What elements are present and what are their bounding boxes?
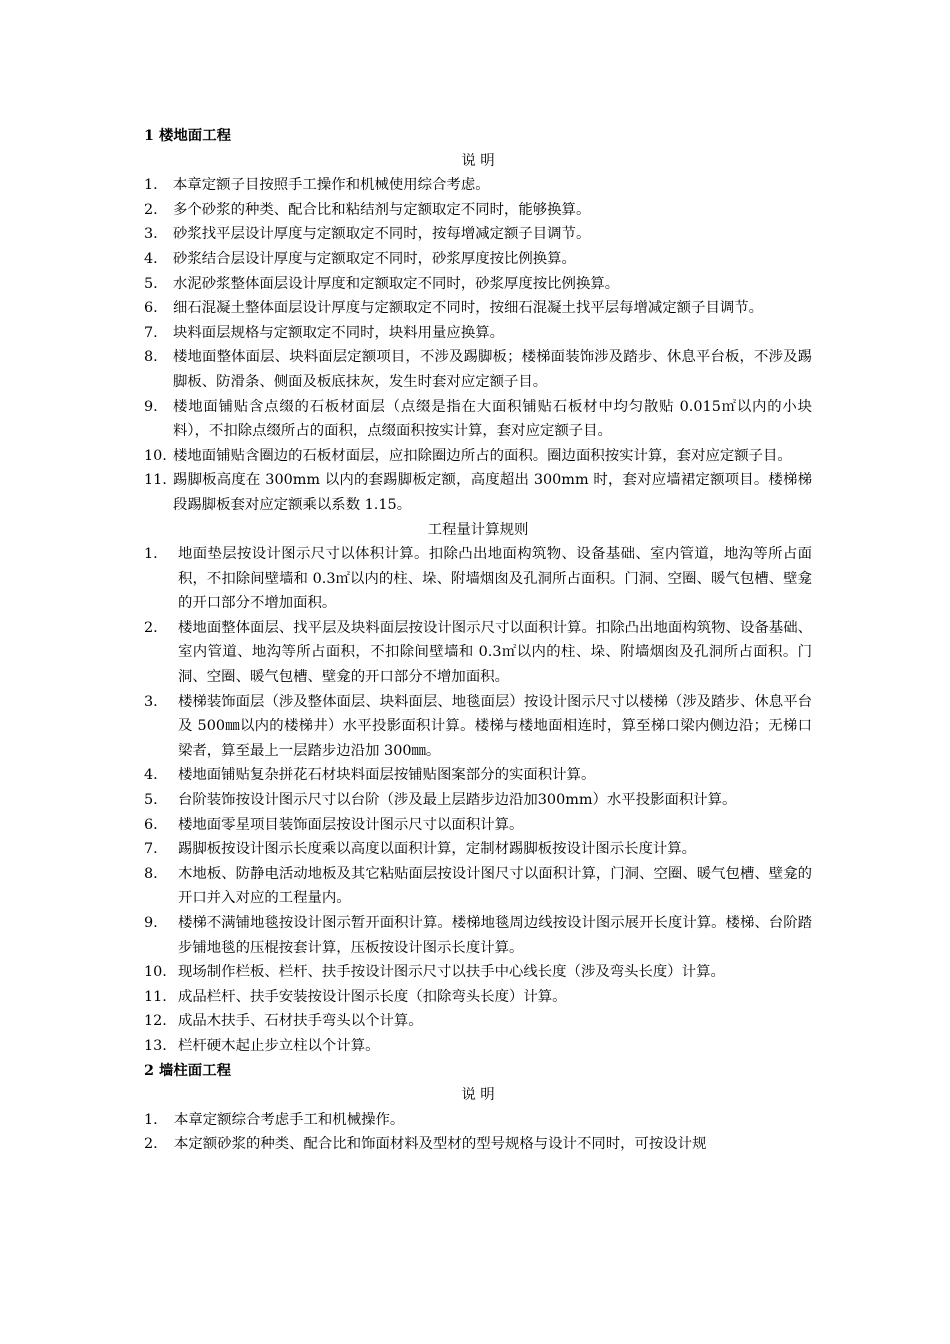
- list-item: [144, 468, 812, 517]
- list-item: [144, 690, 812, 764]
- section-1-explanation-heading: 说 明: [461, 152, 495, 169]
- list-item: [144, 1108, 812, 1133]
- section-2-explanation-heading: 说 明: [461, 1087, 495, 1104]
- list-item: [144, 813, 812, 838]
- list-item-text: 地面垫层按设计图示尺寸以体积计算。扣除凸出地面构筑物、设备基础、室内管道，地沟等所占面积，不扣除间壁墙和 0.3㎡以内的柱、垛、附墙烟囱及孔洞所占面积。门洞、空圈、暖气包槽、壁龛的开口部分不增加面积。: [178, 546, 812, 612]
- list-item: [144, 296, 812, 321]
- list-item-text: 楼地面铺贴含圈边的石板材面层，应扣除圈边所占的面积。圈边面积按实计算，套对应定额子目。: [173, 447, 792, 464]
- list-item-number: 3.: [144, 693, 158, 710]
- list-item-number: 11.: [144, 472, 167, 489]
- list-item-number: 6.: [144, 816, 158, 833]
- list-item: [144, 616, 812, 690]
- document-page: [144, 124, 812, 1157]
- list-item-number: 12.: [144, 1013, 167, 1030]
- list-item-number: 6.: [144, 300, 158, 317]
- list-item-text: 木地板、防静电活动地板及其它粘贴面层按设计图尺寸以面积计算，门洞、空圈、暖气包槽、壁龛的开口并入对应的工程量内。: [178, 865, 812, 907]
- list-item-number: 5.: [144, 275, 158, 292]
- list-item: [144, 542, 812, 616]
- list-item: [144, 198, 812, 223]
- list-item-text: 本章定额子目按照手工操作和机械使用综合考虑。: [173, 177, 490, 194]
- list-item-number: 3.: [144, 226, 158, 243]
- list-item: [144, 345, 812, 394]
- list-item: [144, 960, 812, 985]
- list-item-text: 本章定额综合考虑手工和机械操作。: [174, 1111, 405, 1128]
- list-item-text: 楼地面整体面层、找平层及块料面层按设计图示尺寸以面积计算。扣除凸出地面构筑物、设备基础、室内管道、地沟等所占面积，不扣除间壁墙和 0.3㎡以内的柱、垛、附墙烟囱及孔洞所占面积。门洞、空圈、暖气包槽、壁龛的开口部分不增加面积。: [178, 619, 812, 686]
- list-item-text: 砂浆找平层设计厚度与定额取定不同时，按每增减定额子目调节。: [173, 226, 591, 243]
- list-item-number: 4.: [144, 250, 158, 267]
- list-item-number: 5.: [144, 792, 158, 809]
- section-1-heading: 1 楼地面工程: [144, 127, 231, 144]
- list-item-number: 1.: [144, 1111, 158, 1128]
- list-item: [144, 862, 812, 911]
- list-item-number: 1.: [144, 546, 158, 563]
- list-item: [144, 173, 812, 198]
- list-item: [144, 788, 812, 813]
- list-item-text: 水泥砂浆整体面层设计厚度和定额取定不同时，砂浆厚度按比例换算。: [173, 275, 620, 292]
- section-1-explanation-list: [144, 173, 812, 517]
- list-item-number: 11.: [144, 988, 167, 1005]
- list-item-text: 细石混凝土整体面层设计厚度与定额取定不同时，按细石混凝土找平层每增减定额子目调节。: [173, 300, 764, 317]
- list-item-number: 7.: [144, 324, 158, 341]
- list-item-text: 踢脚板按设计图示长度乘以高度以面积计算，定制材踢脚板按设计图示长度计算。: [178, 841, 697, 858]
- list-item: [144, 763, 812, 788]
- list-item-text: 楼地面铺贴复杂拼花石材块料面层按铺贴图案部分的实面积计算。: [178, 767, 596, 784]
- list-item: [144, 985, 812, 1010]
- list-item-number: 9.: [144, 398, 158, 415]
- list-item-number: 10.: [144, 447, 167, 464]
- list-item-number: 13.: [144, 1037, 167, 1054]
- section-1-rules-list: [144, 542, 812, 1058]
- list-item: [144, 395, 812, 444]
- list-item-number: 4.: [144, 767, 158, 784]
- list-item: [144, 272, 812, 297]
- list-item: [144, 1034, 812, 1059]
- list-item-text: 踢脚板高度在 300mm 以内的套踢脚板定额，高度超出 300mm 时，套对应墙裙定额项目。楼梯梯段踢脚板套对应定额乘以系数 1.15。: [173, 472, 812, 513]
- list-item-text: 楼地面铺贴含点缀的石板材面层（点缀是指在大面积铺贴石板材中均匀散贴 0.015㎡以内的小块料），不扣除点缀所占的面积，点缀面积按实计算，套对应定额子目。: [173, 398, 812, 440]
- list-item: [144, 247, 812, 272]
- list-item: [144, 1009, 812, 1034]
- list-item: [144, 222, 812, 247]
- list-item-text: 本定额砂浆的种类、配合比和饰面材料及型材的型号规格与设计不同时，可按设计规: [174, 1136, 707, 1153]
- list-item-number: 2.: [144, 201, 158, 218]
- list-item-text: 楼地面零星项目装饰面层按设计图示尺寸以面积计算。: [178, 816, 524, 833]
- section-2-heading: 2 墙柱面工程: [144, 1061, 231, 1079]
- list-item-number: 8.: [144, 865, 158, 882]
- list-item-text: 楼地面整体面层、块料面层定额项目，不涉及踢脚板；楼梯面装饰涉及踏步、休息平台板，不涉及踢脚板、防滑条、侧面及板底抹灰，发生时套对应定额子目。: [173, 349, 812, 390]
- section-2-explanation-list: [144, 1108, 812, 1157]
- list-item-number: 7.: [144, 841, 158, 858]
- list-item-text: 现场制作栏板、栏杆、扶手按设计图示尺寸以扶手中心线长度（涉及弯头长度）计算。: [178, 964, 725, 981]
- list-item: [144, 837, 812, 862]
- list-item-number: 8.: [144, 349, 158, 366]
- list-item-text: 栏杆硬木起止步立柱以个计算。: [178, 1037, 380, 1054]
- list-item: [144, 1132, 812, 1157]
- list-item-text: 楼梯装饰面层（涉及整体面层、块料面层、地毯面层）按设计图示尺寸以楼梯（涉及踏步、休息平台及 500㎜以内的楼梯井）水平投影面积计算。楼梯与楼地面相连时，算至梯口梁内侧边沿；无梯口梁者，算至最上一层踏步边沿加 300㎜。: [178, 693, 812, 759]
- list-item: [144, 911, 812, 960]
- list-item-text: 成品栏杆、扶手安装按设计图示长度（扣除弯头长度）计算。: [178, 988, 567, 1005]
- list-item-text: 块料面层规格与定额取定不同时，块料用量应换算。: [173, 324, 504, 341]
- list-item: [144, 444, 812, 469]
- list-item-number: 2.: [144, 1136, 158, 1153]
- list-item-number: 10.: [144, 964, 167, 981]
- list-item: [144, 321, 812, 346]
- list-item-text: 台阶装饰按设计图示尺寸以台阶（涉及最上层踏步边沿加300mm）水平投影面积计算。: [178, 792, 737, 809]
- section-1-rules-heading: 工程量计算规则: [427, 521, 529, 538]
- list-item-number: 2.: [144, 619, 158, 636]
- list-item-text: 楼梯不满铺地毯按设计图示暂开面积计算。楼梯地毯周边线按设计图示展开长度计算。楼梯、台阶踏步铺地毯的压棍按套计算，压板按设计图示长度计算。: [178, 915, 812, 956]
- list-item-text: 砂浆结合层设计厚度与定额取定不同时，砂浆厚度按比例换算。: [173, 250, 576, 267]
- list-item-text: 多个砂浆的种类、配合比和粘结剂与定额取定不同时，能够换算。: [173, 201, 591, 218]
- list-item-number: 9.: [144, 915, 158, 931]
- list-item-number: 1.: [144, 177, 158, 194]
- list-item-text: 成品木扶手、石材扶手弯头以个计算。: [178, 1013, 423, 1030]
